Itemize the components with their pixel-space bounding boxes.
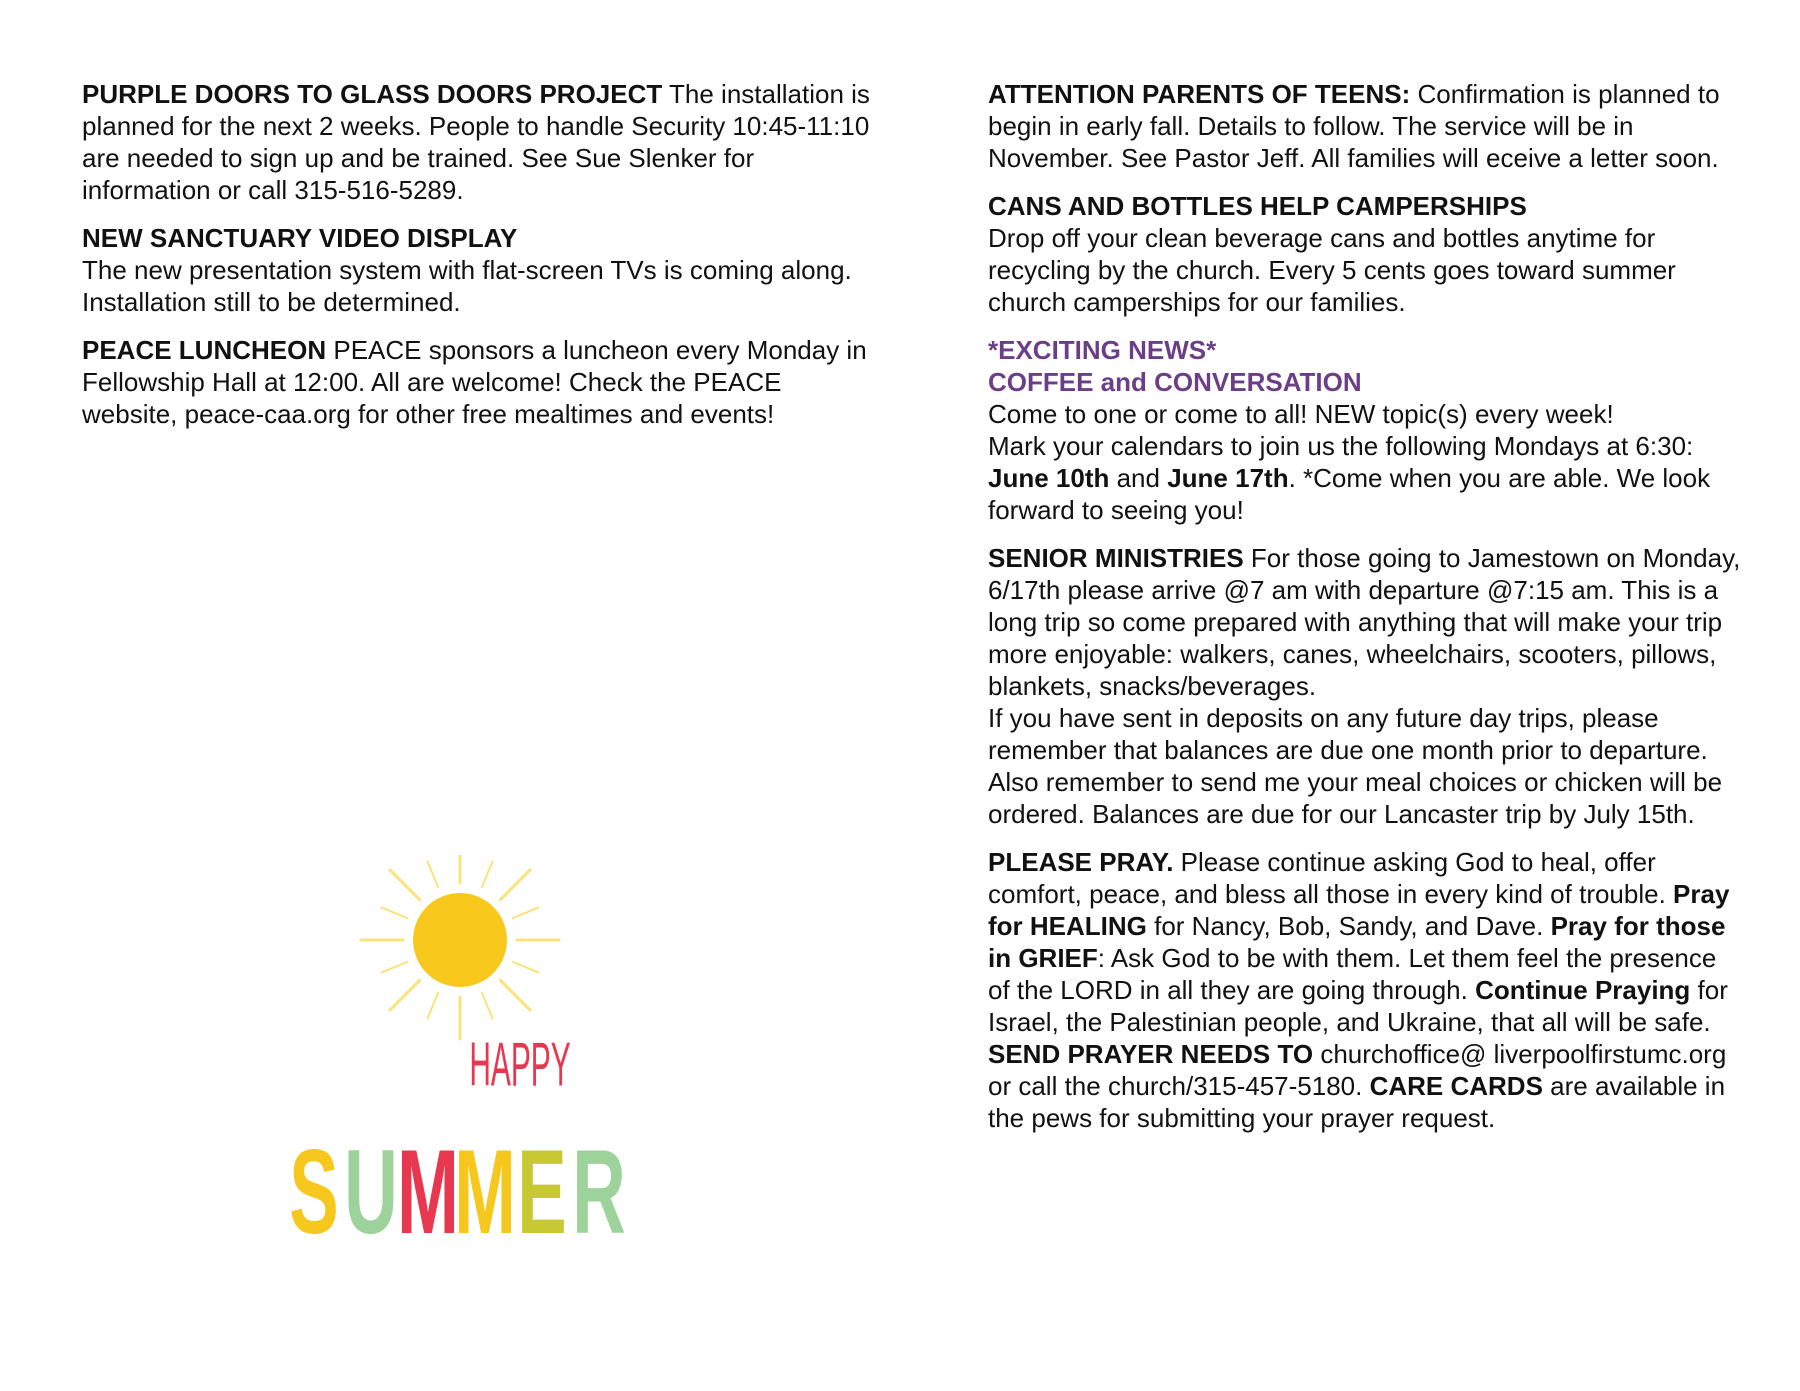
purple-doors-text: The installation is planned for the next 2 weeks. People to handle Security 10:45-11:10 are needed to sign up and be trained. See Sue Slenker for information or call 315-516-5289. bbox=[82, 79, 870, 205]
pray-text-4: for Israel, the Palestinian people, and Ukraine, that all will be safe. bbox=[988, 975, 1728, 1037]
coffee-line1: Come to one or come to all! NEW topic(s) every week! bbox=[988, 399, 1614, 429]
teens-item bbox=[988, 78, 1743, 174]
coffee-and: and bbox=[1109, 463, 1168, 493]
happy-summer-illustration bbox=[270, 855, 650, 1255]
pray-continue: Continue Praying bbox=[1475, 975, 1691, 1005]
senior-heading: SENIOR MINISTRIES bbox=[988, 543, 1244, 573]
pray-healing: Pray for HEALING bbox=[988, 879, 1730, 941]
pray-care-cards: CARE CARDS bbox=[1369, 1071, 1543, 1101]
left-column bbox=[82, 78, 882, 446]
sun-ray bbox=[513, 907, 539, 918]
sun-ray bbox=[427, 993, 438, 1019]
coffee-line2: Mark your calendars to join us the following Mondays at 6:30: bbox=[988, 431, 1694, 461]
cans-item bbox=[988, 190, 1743, 318]
summer-letter: U bbox=[344, 1126, 398, 1255]
purple-doors-item bbox=[82, 78, 882, 206]
happy-text: HAPPY bbox=[469, 1030, 571, 1100]
pray-text-5: churchoffice@ liverpoolfirstumc.org or call the church/315-457-5180. bbox=[988, 1039, 1727, 1101]
sun-ray bbox=[500, 870, 530, 900]
teens-heading: ATTENTION PARENTS OF TEENS: bbox=[988, 79, 1411, 109]
pray-heading: PLEASE PRAY. bbox=[988, 847, 1174, 877]
video-display-text: The new presentation system with flat-screen TVs is coming along. Installation still to be determined. bbox=[82, 255, 852, 317]
sun-ray bbox=[390, 980, 420, 1010]
video-display-heading: NEW SANCTUARY VIDEO DISPLAY bbox=[82, 223, 518, 253]
exciting-news-label: *EXCITING NEWS* bbox=[988, 335, 1217, 365]
coffee-date-2: June 17th bbox=[1167, 463, 1289, 493]
sun-ray bbox=[390, 870, 420, 900]
pray-text-1: Please continue asking God to heal, offer comfort, peace, and bless all those in every kind of trouble. bbox=[988, 847, 1674, 909]
summer-word bbox=[289, 1126, 626, 1255]
senior-text: For those going to Jamestown on Monday, 6/17th please arrive @7 am with departure @7:15 am. This is a long trip so come prepared with anything that will make your trip more enjoyable: walkers, canes, wheelchairs, scooters, pillows, blankets, snacks/beverages. bbox=[988, 543, 1741, 701]
cans-heading: CANS AND BOTTLES HELP CAMPERSHIPS bbox=[988, 191, 1527, 221]
coffee-item bbox=[988, 334, 1743, 526]
summer-letter: R bbox=[572, 1126, 626, 1255]
summer-letter: M bbox=[454, 1126, 516, 1255]
coffee-date-1: June 10th bbox=[988, 463, 1110, 493]
pray-grief: Pray for those in GRIEF bbox=[988, 911, 1726, 973]
pray-text-6: are available in the pews for submitting your prayer request. bbox=[988, 1071, 1726, 1133]
cans-text: Drop off your clean beverage cans and bottles anytime for recycling by the church. Every 5 cents goes toward summer church camperships for our families. bbox=[988, 223, 1676, 317]
video-display-item bbox=[82, 222, 882, 318]
teens-text: Confirmation is planned to begin in early fall. Details to follow. The service will be in November. See Pastor Jeff. All families will eceive a letter soon. bbox=[988, 79, 1720, 173]
sun-ray bbox=[513, 962, 539, 973]
sun-ray bbox=[482, 861, 493, 887]
summer-letter: M bbox=[397, 1126, 459, 1255]
summer-letter: S bbox=[289, 1126, 339, 1255]
purple-doors-heading: PURPLE DOORS TO GLASS DOORS PROJECT bbox=[82, 79, 663, 109]
coffee-rest: . *Come when you are able. We look forward to seeing you! bbox=[988, 463, 1711, 525]
pray-text-2: for Nancy, Bob, Sandy, and Dave. bbox=[1146, 911, 1551, 941]
peace-luncheon-item bbox=[82, 334, 882, 430]
pray-send-needs: SEND PRAYER NEEDS TO bbox=[988, 1039, 1314, 1069]
summer-letter: E bbox=[517, 1126, 567, 1255]
sun-ray bbox=[381, 962, 407, 973]
senior-text-2: If you have sent in deposits on any future day trips, please remember that balances are due one month prior to departure. Also remember to send me your meal choices or chicken will be ordered. Balances are due for our Lancaster trip by July 15th. bbox=[988, 703, 1723, 829]
pray-item bbox=[988, 846, 1743, 1134]
senior-item bbox=[988, 542, 1743, 830]
pray-text-3: : Ask God to be with them. Let them feel the presence of the LORD in all they are going through. bbox=[988, 943, 1717, 1005]
peace-luncheon-text: PEACE sponsors a luncheon every Monday in Fellowship Hall at 12:00. All are welcome! Check the PEACE website, peace-caa.org for other free mealtimes and events! bbox=[82, 335, 867, 429]
right-column bbox=[988, 78, 1743, 1134]
sun-ray bbox=[500, 980, 530, 1010]
coffee-heading: COFFEE and CONVERSATION bbox=[988, 367, 1362, 397]
sun-ray bbox=[427, 861, 438, 887]
sun-icon bbox=[361, 855, 559, 1039]
sun-ray bbox=[482, 993, 493, 1019]
sun-ray bbox=[381, 907, 407, 918]
peace-luncheon-heading: PEACE LUNCHEON bbox=[82, 335, 327, 365]
sun-disc bbox=[413, 893, 507, 987]
